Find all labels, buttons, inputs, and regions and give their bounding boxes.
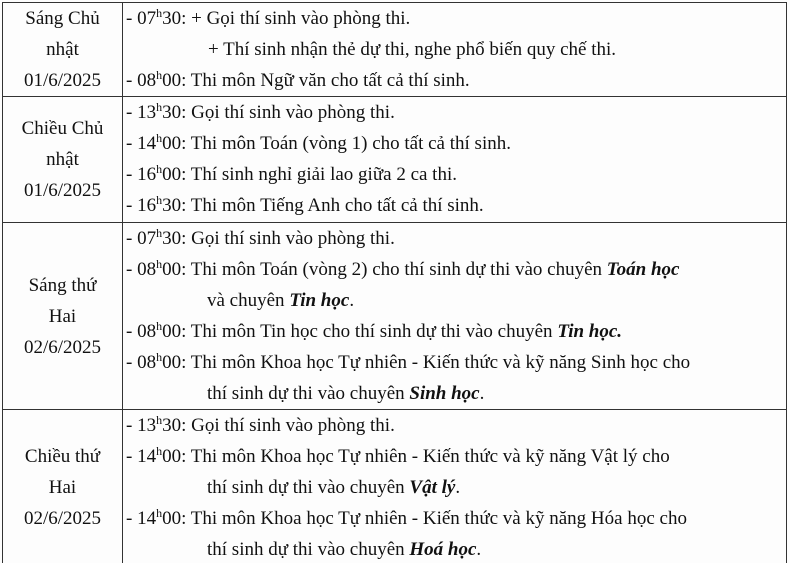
event-wrap-end: .	[349, 290, 355, 311]
event-dash: -	[126, 446, 138, 467]
event-wrap-line	[126, 378, 782, 409]
event-wrap-end: .	[476, 539, 482, 560]
event-description: : Gọi thí sinh vào phòng thi.	[181, 415, 395, 436]
event-minute: 00	[162, 446, 182, 467]
event-dash: -	[126, 228, 138, 249]
schedule-event-line	[126, 65, 782, 96]
event-wrap-text: và chuyên	[207, 290, 290, 311]
session-day-line: Hai	[48, 477, 77, 498]
event-dash: -	[126, 102, 138, 123]
event-dash: -	[126, 70, 138, 91]
event-description: : Thi môn Tiếng Anh cho tất cả thí sinh.	[181, 195, 484, 216]
event-hour: 14	[137, 133, 157, 154]
event-minute: 30	[162, 415, 182, 436]
event-minute: 30	[162, 195, 182, 216]
hour-mark: h	[156, 319, 163, 333]
schedule-row	[3, 3, 787, 97]
schedule-event-line	[126, 410, 782, 441]
event-hour: 14	[137, 508, 157, 529]
event-description: : Thi môn Khoa học Tự nhiên - Kiến thức và kỹ năng Hóa học cho	[181, 508, 687, 529]
schedule-row	[3, 223, 787, 410]
session-day-line: Sáng thứ	[28, 274, 97, 296]
session-events-cell	[123, 410, 787, 563]
event-specialty: Hoá học	[409, 539, 477, 560]
event-minute: 00	[162, 164, 182, 185]
event-specialty: Tin học	[289, 290, 350, 311]
event-hour: 13	[137, 415, 157, 436]
event-continuation: + Thí sinh nhận thẻ dự thi, nghe phổ biến quy chế thi.	[208, 39, 616, 60]
event-wrap-text: thí sinh dự thi vào chuyên	[207, 477, 410, 498]
event-dash: -	[126, 259, 138, 280]
session-day-cell	[3, 410, 123, 563]
event-specialty: Sinh học	[409, 383, 480, 404]
session-day-line: Sáng Chủ	[25, 8, 100, 29]
event-hour: 14	[137, 446, 157, 467]
event-minute: 00	[162, 133, 182, 154]
schedule-event-line	[126, 472, 782, 503]
schedule-event-line	[126, 190, 782, 221]
schedule-event-line	[126, 159, 782, 190]
session-day-cell	[3, 3, 123, 97]
event-description: : Thi môn Khoa học Tự nhiên - Kiến thức và kỹ năng Vật lý cho	[181, 446, 670, 467]
hour-mark: h	[156, 444, 163, 458]
event-minute: 00	[162, 508, 182, 529]
event-hour: 08	[137, 321, 157, 342]
session-day-line: Chiều Chủ	[21, 118, 104, 139]
event-hour: 07	[137, 8, 157, 29]
event-minute: 30	[162, 102, 182, 123]
schedule-event-line	[126, 378, 782, 409]
event-description: : + Gọi thí sinh vào phòng thi.	[181, 8, 411, 29]
session-day-cell	[3, 223, 123, 410]
event-wrap-end: .	[455, 477, 461, 498]
session-events-cell	[123, 97, 787, 223]
session-day-cell	[3, 97, 123, 223]
schedule-row	[3, 410, 787, 563]
schedule-event-line	[126, 97, 782, 128]
hour-mark: h	[156, 350, 163, 364]
session-day-line: 02/6/2025	[23, 336, 102, 358]
hour-mark: h	[156, 6, 163, 20]
schedule-event-line	[126, 128, 782, 159]
session-day-line: nhật	[46, 39, 79, 60]
hour-mark: h	[156, 193, 163, 207]
event-dash: -	[126, 164, 138, 185]
event-minute: 30	[162, 8, 182, 29]
schedule-body	[3, 3, 787, 563]
schedule-event-line	[126, 3, 782, 34]
event-wrap-line	[126, 534, 782, 563]
event-minute: 00	[162, 259, 182, 280]
event-description: : Thi môn Khoa học Tự nhiên - Kiến thức và kỹ năng Sinh học cho	[181, 352, 691, 373]
event-dash: -	[126, 321, 138, 342]
event-hour: 07	[137, 228, 157, 249]
event-wrap-text: thí sinh dự thi vào chuyên	[207, 383, 410, 404]
hour-mark: h	[156, 68, 163, 82]
event-minute: 30	[162, 228, 182, 249]
event-wrap-text: thí sinh dự thi vào chuyên	[207, 539, 410, 560]
event-specialty: Vật lý	[409, 477, 456, 498]
hour-mark: h	[156, 226, 163, 240]
event-minute: 00	[162, 70, 182, 91]
schedule-event-line	[126, 254, 782, 285]
event-description: : Thi môn Toán (vòng 1) cho tất cả thí sinh.	[181, 133, 511, 154]
event-specialty: Tin học.	[557, 321, 623, 342]
event-dash: -	[126, 352, 138, 373]
hour-mark: h	[156, 413, 163, 427]
event-wrap-line	[126, 285, 782, 316]
schedule-row	[3, 97, 787, 223]
session-events-cell	[123, 223, 787, 410]
session-day-line: Hai	[48, 305, 77, 327]
exam-schedule-table	[2, 2, 787, 563]
event-dash: -	[126, 508, 138, 529]
session-day-line: 01/6/2025	[23, 70, 102, 91]
hour-mark: h	[156, 257, 163, 271]
event-description: : Thí sinh nghỉ giải lao giữa 2 ca thi.	[181, 164, 457, 185]
event-wrap-line	[126, 472, 782, 503]
event-description: : Thi môn Tin học cho thí sinh dự thi vào chuyên	[181, 321, 558, 342]
schedule-event-line	[126, 503, 782, 534]
event-dash: -	[126, 8, 138, 29]
event-minute: 00	[162, 321, 182, 342]
schedule-event-line	[126, 534, 782, 563]
event-hour: 08	[137, 259, 157, 280]
session-events-cell	[123, 3, 787, 97]
event-hour: 08	[137, 352, 157, 373]
event-hour: 16	[137, 195, 157, 216]
event-description: : Thi môn Toán (vòng 2) cho thí sinh dự thi vào chuyên	[181, 259, 607, 280]
hour-mark: h	[156, 131, 163, 145]
hour-mark: h	[156, 162, 163, 176]
schedule-event-line	[126, 316, 782, 347]
event-dash: -	[126, 133, 138, 154]
schedule-event-line	[126, 223, 782, 254]
schedule-event-line	[126, 441, 782, 472]
session-day-line: nhật	[46, 149, 79, 170]
event-dash: -	[126, 195, 138, 216]
session-day-line: 01/6/2025	[23, 180, 102, 201]
event-description: : Gọi thí sinh vào phòng thi.	[181, 228, 395, 249]
event-dash: -	[126, 415, 138, 436]
schedule-event-line	[126, 34, 782, 65]
event-hour: 08	[137, 70, 157, 91]
event-hour: 16	[137, 164, 157, 185]
event-specialty: Toán học	[606, 259, 680, 280]
event-description: : Gọi thí sinh vào phòng thi.	[181, 102, 395, 123]
event-description: : Thi môn Ngữ văn cho tất cả thí sinh.	[181, 70, 470, 91]
schedule-event-line	[126, 285, 782, 316]
event-minute: 00	[162, 352, 182, 373]
event-hour: 13	[137, 102, 157, 123]
session-day-line: 02/6/2025	[23, 508, 102, 529]
hour-mark: h	[156, 100, 163, 114]
schedule-event-line	[126, 347, 782, 378]
session-day-line: Chiều thứ	[24, 446, 101, 467]
hour-mark: h	[156, 506, 163, 520]
event-wrap-end: .	[479, 383, 485, 404]
